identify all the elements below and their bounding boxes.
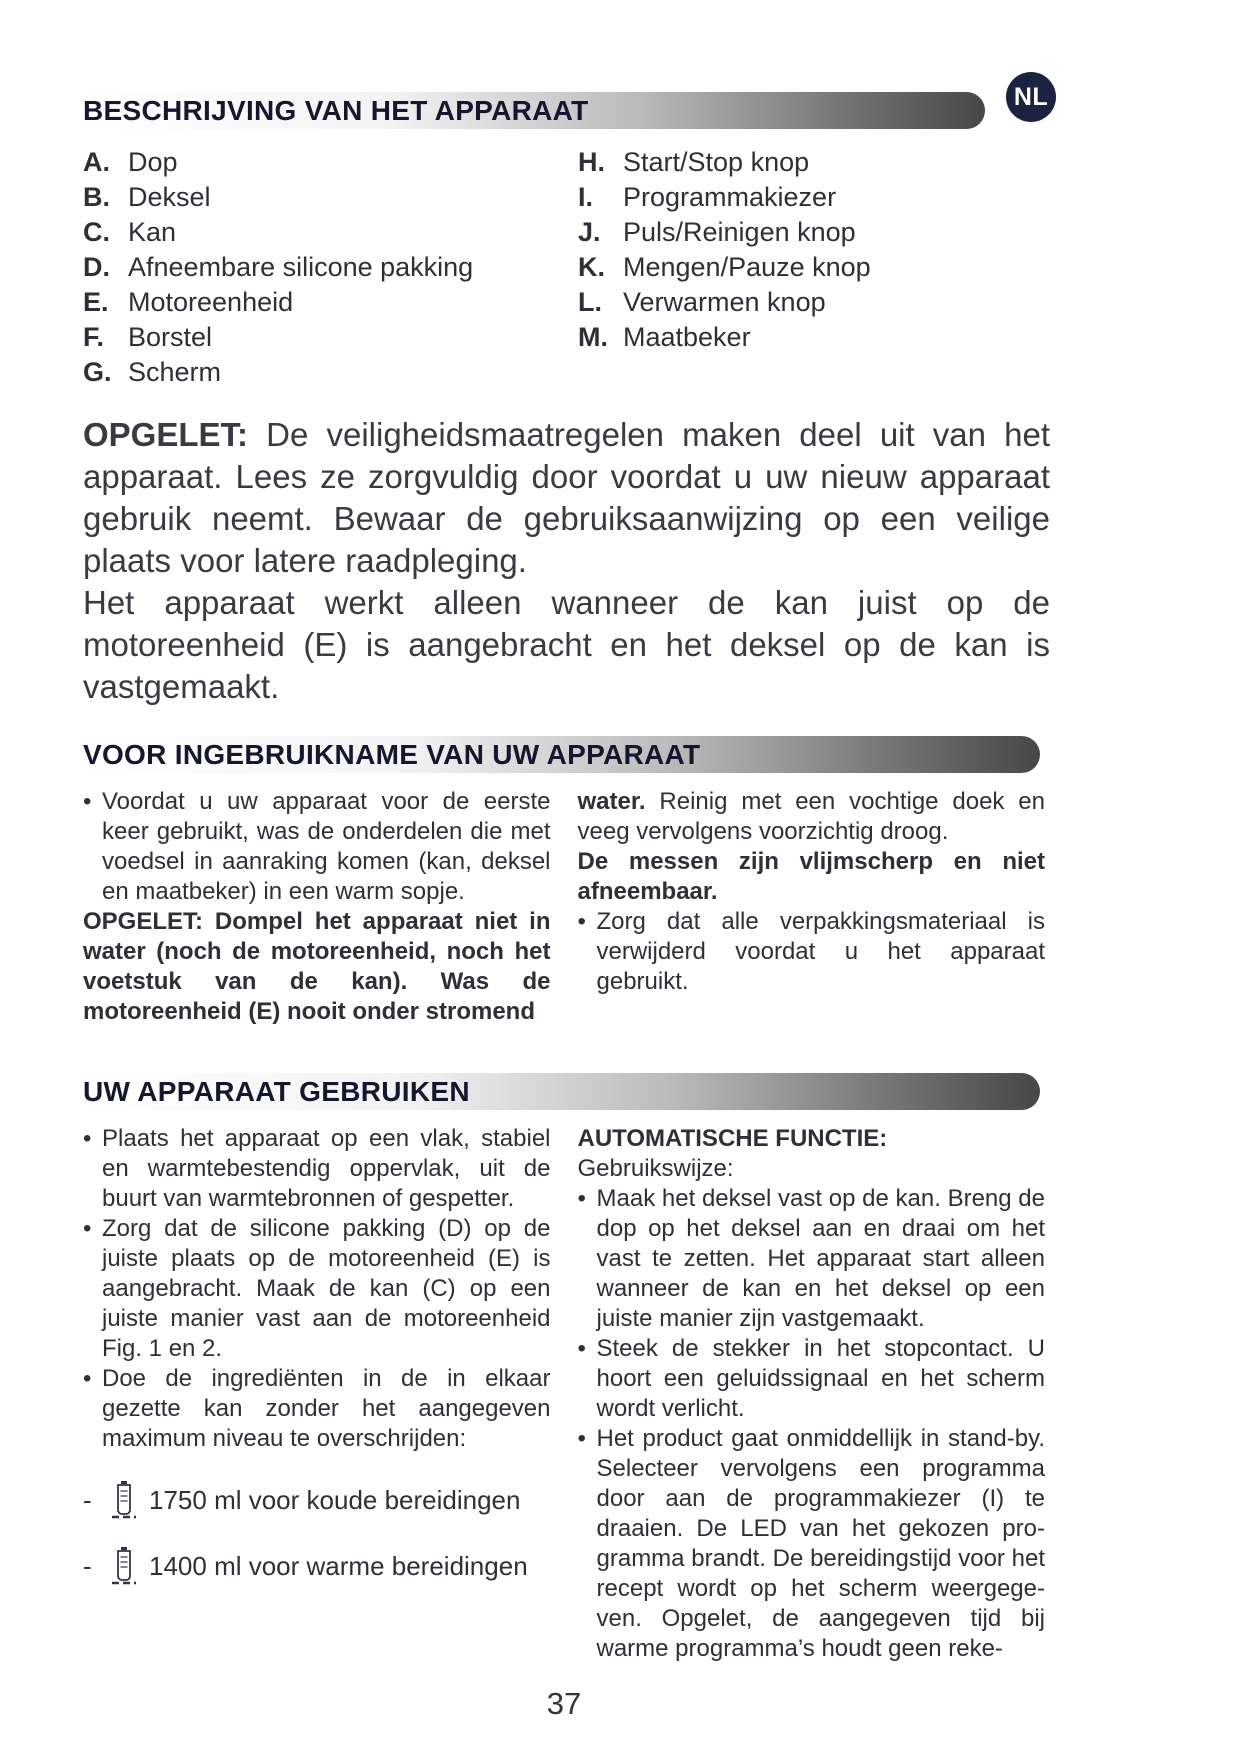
part-letter: J.	[578, 217, 601, 247]
part-row	[83, 320, 578, 355]
paragraph	[83, 582, 1050, 708]
section-title-description: BESCHRIJVING VAN HET APPARAAT	[83, 94, 589, 126]
section-title-before-use: VOOR INGEBRUIKNAME VAN UW APPARAAT	[83, 738, 701, 770]
section-header-description	[83, 92, 985, 129]
usage-left-paragraphs	[83, 1124, 551, 1454]
paragraph	[83, 1364, 551, 1454]
before-use-left-column	[83, 787, 551, 1027]
bullet-marker: •	[577, 1185, 586, 1212]
part-label: Verwarmen knop	[623, 287, 826, 317]
usage-subheading: Gebruikswijze:	[577, 1155, 734, 1182]
part-row	[83, 250, 578, 285]
part-label: Afneembare silicone pakking	[128, 252, 474, 282]
usage-right-column	[578, 1124, 1046, 1664]
usage-columns	[83, 1124, 1045, 1664]
paragraph	[83, 787, 551, 907]
paragraph	[83, 1124, 551, 1214]
part-label: Dop	[128, 147, 178, 177]
capacity-label: 1750 ml voor koude bereidingen	[149, 1484, 521, 1515]
text-segment: Reinig met een vochtige doek en veeg vervolgens voorzichtig droog.	[577, 788, 1045, 845]
bullet-marker: •	[83, 788, 92, 815]
before-use-right-column	[578, 787, 1046, 1027]
usage-right-paragraphs	[578, 1184, 1046, 1664]
part-label: Scherm	[128, 357, 222, 387]
text-segment: Voordat u uw apparaat voor de eerste keer gebruikt, was de onderdelen die met voedsel in aanraking komen (kan, deksel en maatbeker) in een warm sopje.	[102, 788, 551, 905]
part-label: Puls/Reinigen knop	[623, 217, 856, 247]
section-header-usage	[83, 1073, 1040, 1110]
safety-intro	[83, 414, 1050, 708]
part-letter: C.	[83, 217, 110, 247]
text-segment: De veiligheidsmaatregelen maken deel uit van het apparaat. Lees ze zorgvuldig door voordat u uw nieuw apparaat gebruik neemt. Bewaar de gebruiksaanwijzing op een veilige plaats voor latere raadpleging.	[83, 416, 1051, 579]
paragraph	[83, 414, 1050, 582]
language-badge-label: NL	[1013, 82, 1049, 111]
paragraph	[83, 907, 551, 1027]
paragraph	[578, 1184, 1046, 1334]
part-row	[578, 320, 1040, 355]
measuring-cup-icon	[111, 1480, 137, 1520]
part-label: Kan	[128, 217, 177, 247]
text-segment: Zorg dat alle verpakkingsmateriaal is verwijderd voordat u het apparaat gebruikt.	[596, 908, 1045, 995]
part-row	[83, 215, 578, 250]
paragraph	[578, 1334, 1046, 1424]
bullet-marker: •	[577, 1425, 586, 1452]
part-row	[578, 285, 1040, 320]
text-segment: Het apparaat werkt alleen wanneer de kan juist op de motoreenheid (E) is aangebracht en het deksel op de kan is vastgemaakt.	[83, 584, 1050, 705]
part-row	[83, 145, 578, 180]
text-segment: Doe de ingrediënten in de in elkaar gezette kan zonder het aangegeven maximum niveau te overschrijden:	[102, 1365, 551, 1452]
capacity-row	[83, 1480, 551, 1520]
part-row	[578, 215, 1040, 250]
capacity-dash: -	[83, 1550, 92, 1581]
text-segment: water.	[577, 788, 660, 815]
text-segment: Zorg dat de silicone pakking (D) op de juiste plaats op de motoreenheid (E) is aangebracht. Maak de kan (C) op een juiste manier vast aan de motoreenheid Fig. 1 en 2.	[102, 1215, 551, 1362]
text-segment: Steek de stekker in het stopcontact. U hoort een geluidssignaal en het scherm wordt verlicht.	[596, 1335, 1045, 1422]
part-label: Motoreenheid	[128, 287, 294, 317]
bullet-marker: •	[83, 1365, 92, 1392]
capacity-row	[83, 1546, 551, 1586]
part-letter: L.	[578, 287, 602, 317]
part-letter: K.	[578, 252, 605, 282]
capacity-label: 1400 ml voor warme bereidingen	[149, 1550, 528, 1581]
section-title-usage: UW APPARAAT GEBRUIKEN	[83, 1075, 470, 1107]
page-number: 37	[546, 1686, 582, 1721]
part-letter: I.	[578, 182, 594, 212]
text-segment: De messen zijn vlijmscherp en niet afneembaar.	[577, 848, 1045, 905]
text-segment: OPGELET:	[83, 416, 267, 453]
text-segment: Plaats het apparaat op een vlak, stabiel en warmtebestendig oppervlak, uit de buurt van warmtebronnen of gespetter.	[102, 1125, 551, 1212]
part-row	[83, 285, 578, 320]
part-label: Start/Stop knop	[623, 147, 810, 177]
paragraph	[83, 1214, 551, 1364]
capacity-list	[83, 1480, 551, 1586]
usage-left-column	[83, 1124, 551, 1664]
part-row	[83, 355, 578, 390]
part-label: Mengen/Pauze knop	[623, 252, 871, 282]
section-header-before-use	[83, 736, 1040, 773]
part-letter: F.	[83, 322, 105, 352]
parts-list	[83, 145, 1040, 390]
part-label: Programmakiezer	[623, 182, 837, 212]
capacity-dash: -	[83, 1484, 92, 1515]
paragraph	[578, 907, 1046, 997]
paragraph	[578, 787, 1046, 847]
part-letter: G.	[83, 357, 112, 387]
bullet-marker: •	[83, 1125, 92, 1152]
before-use-columns	[83, 787, 1045, 1027]
language-badge	[1006, 72, 1056, 122]
part-letter: B.	[83, 182, 110, 212]
part-row	[578, 145, 1040, 180]
part-letter: H.	[578, 147, 605, 177]
text-segment: Het product gaat onmiddellijk in stand-by. Selecteer vervolgens een programma door aan de programmakiezer (I) te draaien. De LED van het gekozen pro-gramma brandt. De bereidingstijd voor het recept wordt op het scherm weergege-ven. Opgelet, de aangegeven tijd bij warme programma’s houdt geen reke-	[596, 1425, 1045, 1662]
part-label: Borstel	[128, 322, 213, 352]
part-row	[578, 180, 1040, 215]
paragraph	[578, 1424, 1046, 1664]
part-letter: E.	[83, 287, 109, 317]
measuring-cup-icon	[111, 1546, 137, 1586]
parts-column-right	[578, 145, 1040, 390]
text-segment: OPGELET: Dompel het apparaat niet in water (noch de motoreenheid, noch het voetstuk van de kan). Was de motoreenheid (E) nooit onder stromend	[83, 908, 551, 1025]
part-label: Deksel	[128, 182, 211, 212]
bullet-marker: •	[83, 1215, 92, 1242]
bullet-marker: •	[577, 1335, 586, 1362]
auto-function-heading: AUTOMATISCHE FUNCTIE:	[577, 1125, 888, 1152]
part-label: Maatbeker	[623, 322, 751, 352]
part-letter: A.	[83, 147, 110, 177]
bullet-marker: •	[577, 908, 586, 935]
paragraph	[578, 847, 1046, 907]
part-letter: D.	[83, 252, 110, 282]
part-row	[578, 250, 1040, 285]
part-letter: M.	[578, 322, 608, 352]
part-row	[83, 180, 578, 215]
text-segment: Maak het deksel vast op de kan. Breng de dop op het deksel aan en draai om het vast te zetten. Het apparaat start alleen wanneer de kan en het deksel op een juiste manier zijn vastgemaakt.	[596, 1185, 1045, 1332]
parts-column-left	[83, 145, 578, 390]
